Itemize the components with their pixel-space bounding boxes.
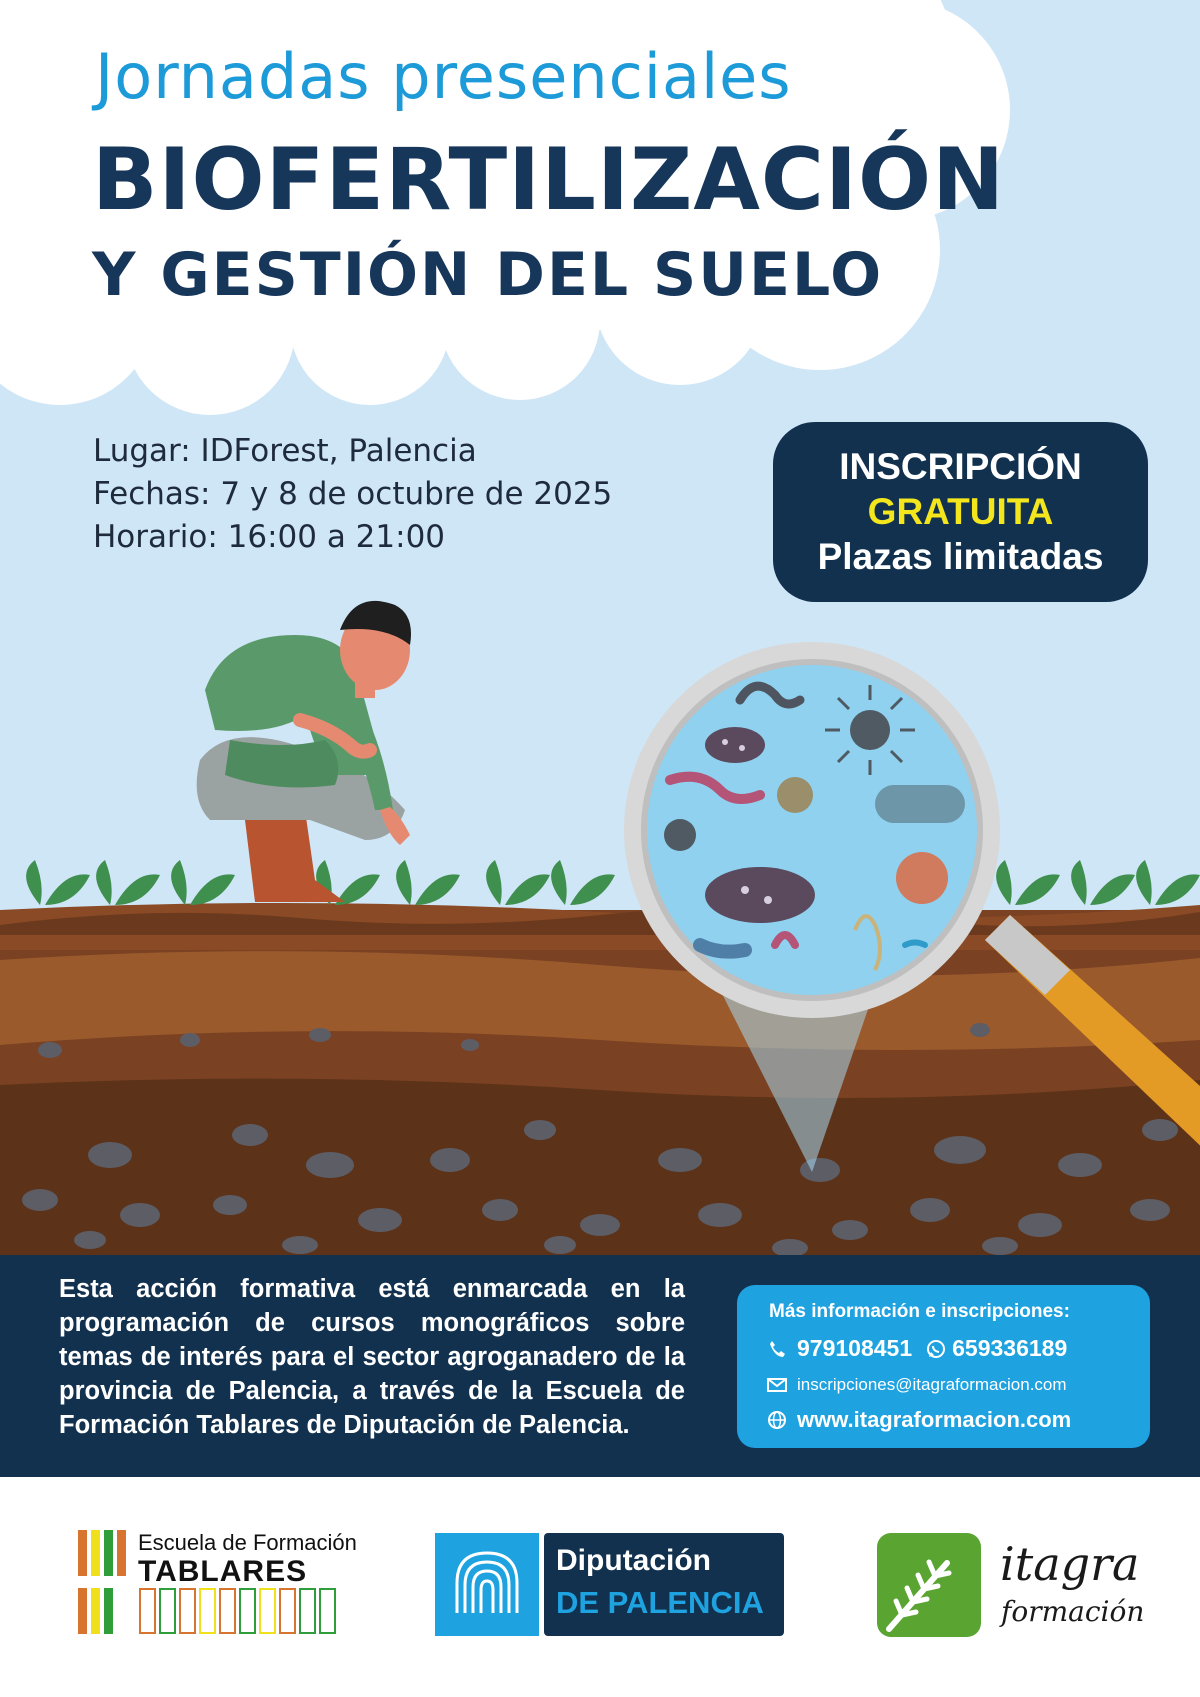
- event-dates: Fechas: 7 y 8 de octubre de 2025: [93, 476, 613, 512]
- website-row: [767, 1407, 1071, 1433]
- badge-line3: Plazas limitadas: [817, 536, 1104, 577]
- registration-badge: [773, 422, 1148, 602]
- envelope-icon: [767, 1375, 787, 1395]
- globe-icon: [767, 1410, 787, 1430]
- phone-row: [767, 1335, 1067, 1362]
- itagra-leaf-icon: [877, 1533, 981, 1637]
- event-schedule: Horario: 16:00 a 21:00: [93, 519, 446, 555]
- badge-line1: INSCRIPCIÓN: [839, 446, 1082, 487]
- badge-line2: GRATUITA: [867, 491, 1054, 532]
- event-title-line2: Y GESTIÓN DEL SUELO: [92, 240, 884, 310]
- phone-icon: [767, 1339, 787, 1359]
- event-place: Lugar: IDForest, Palencia: [93, 433, 477, 469]
- itagra-subname: formación: [1001, 1595, 1145, 1628]
- website-link[interactable]: www.itagraformacion.com: [797, 1407, 1072, 1432]
- contact-box: [737, 1285, 1150, 1448]
- whatsapp-icon: [926, 1339, 946, 1359]
- program-description: Esta acción formativa está enmarcada en la programación de cursos monográficos sobre temas de interés para el sector agroganadero de la provincia de Palencia, a través de la Escuela de Formación Tablares de Diputación de Palencia.: [59, 1275, 685, 1439]
- tablares-name-line2: TABLARES: [138, 1555, 308, 1588]
- whatsapp-number[interactable]: 659336189: [952, 1335, 1068, 1361]
- diputacion-emblem: [435, 1533, 539, 1636]
- email-link[interactable]: inscripciones@itagraformacion.com: [797, 1375, 1067, 1394]
- event-details: [93, 430, 612, 559]
- phone-number[interactable]: 979108451: [797, 1335, 913, 1361]
- itagra-name: itagra: [1000, 1537, 1140, 1591]
- contact-heading: Más información e inscripciones:: [769, 1301, 1070, 1322]
- event-subtitle: Jornadas presenciales: [95, 40, 792, 113]
- diputacion-name-line1: Diputación: [556, 1544, 711, 1577]
- event-title: BIOFERTILIZACIÓN: [92, 130, 1006, 230]
- diputacion-name-line2: DE PALENCIA: [556, 1585, 764, 1620]
- tablares-name-line1: Escuela de Formación: [138, 1530, 357, 1555]
- email-row: [767, 1375, 1067, 1395]
